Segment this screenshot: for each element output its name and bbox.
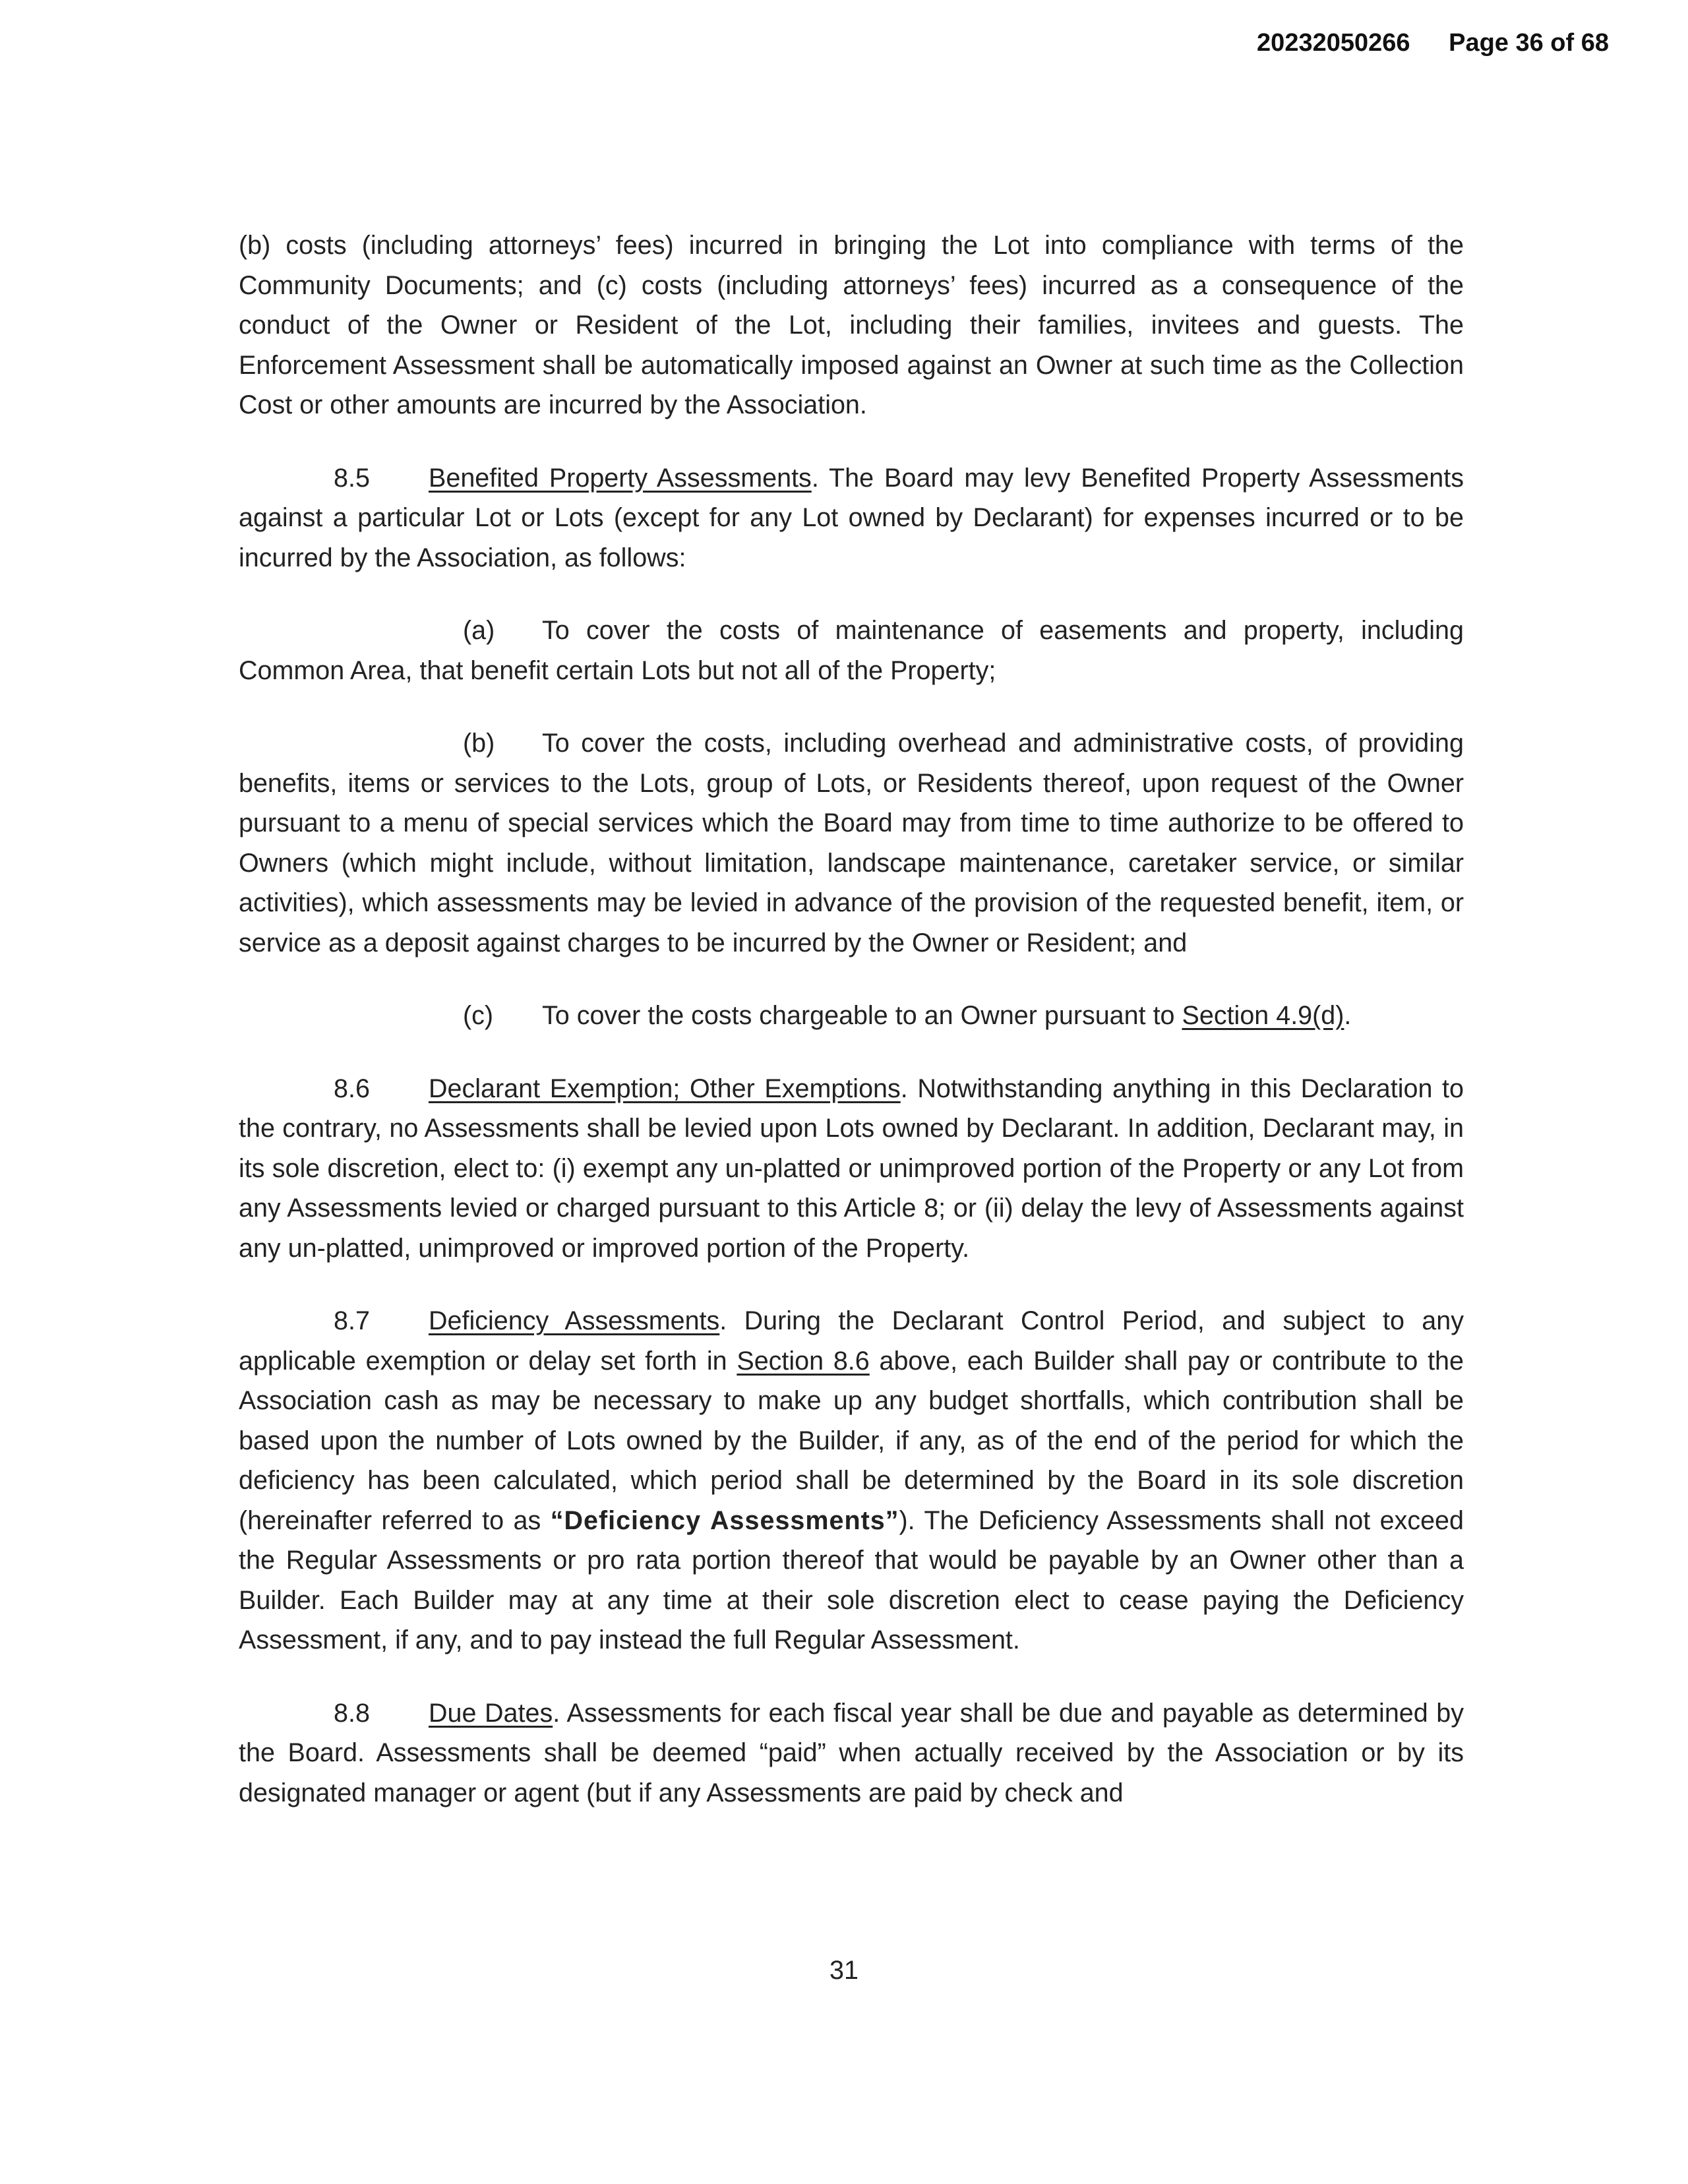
page-label: Page 36 of 68 xyxy=(1449,29,1609,57)
subsection-label: (a) xyxy=(463,616,495,645)
subsection-8-5-a xyxy=(239,611,1464,690)
section-8-8 xyxy=(239,1693,1464,1813)
document-body xyxy=(239,226,1464,1846)
document-number: 20232050266 xyxy=(1257,29,1410,57)
section-text: Assessments for each fiscal year shall be due and payable as determined by the Board. Assessments shall be deemed “paid” when actually received by the Association or by its designated manager or agent (but if any Assessments are paid by check and xyxy=(239,1698,1464,1807)
section-number: 8.5 xyxy=(334,463,370,493)
heading-punctuation: . xyxy=(811,463,819,493)
section-heading: Benefited Property Assessments xyxy=(429,463,812,493)
section-8-7 xyxy=(239,1301,1464,1660)
subsection-text-end: . xyxy=(1344,1001,1352,1030)
section-reference-link[interactable]: Section 8.6 xyxy=(737,1346,870,1376)
heading-punctuation: . xyxy=(553,1698,560,1728)
section-text: Notwithstanding anything in this Declaration to the contrary, no Assessments shall be levied upon Lots owned by Declarant. In addition, Declarant may, in its sole discretion, elect to: (i) exempt any un-platted or unimproved portion of the Property or any Lot from any Assessments levied or charged pursuant to this Article 8; or (ii) delay the levy of Assessments against any un-platted, unimproved or improved portion of the Property. xyxy=(239,1074,1464,1263)
heading-punctuation: . xyxy=(900,1074,908,1103)
heading-punctuation: . xyxy=(719,1306,727,1335)
subsection-8-5-c xyxy=(239,996,1464,1036)
subsection-label: (c) xyxy=(463,1001,494,1030)
section-text: ). The Deficiency Assessments shall not exceed the Regular Assessments or pro rata portion thereof that would be payable by an Owner other than a Builder. Each Builder may at any time at their sole discretion elect to cease paying the Deficiency Assessment, if any, and to pay instead the full Regular Assessment. xyxy=(239,1505,1464,1654)
section-text: above, each Builder shall pay or contribute to the Association cash as may be necessary to make up any budget shortfalls, which contribution shall be based upon the number of Lots owned by the Builder, if any, as of the end of the period for which the deficiency has been calculated, which period shall be determined by the Board in its sole discretion (hereinafter referred to as xyxy=(239,1346,1464,1535)
section-number: 8.7 xyxy=(334,1306,370,1335)
section-heading: Deficiency Assessments xyxy=(429,1306,720,1335)
page-number: 31 xyxy=(829,1956,859,1985)
subsection-label: (b) xyxy=(463,729,495,758)
section-text: During the Declarant Control Period, and subject to any applicable exemption or delay set forth in xyxy=(239,1306,1464,1376)
section-reference-link[interactable]: Section 4.9(d) xyxy=(1182,1001,1344,1030)
section-8-6 xyxy=(239,1069,1464,1269)
section-number: 8.8 xyxy=(334,1698,370,1728)
defined-term: “Deficiency Assessments” xyxy=(550,1505,899,1535)
subsection-text: To cover the costs of maintenance of easements and property, including Common Area, that benefit certain Lots but not all of the Property; xyxy=(239,616,1464,685)
section-text: The Board may levy Benefited Property Assessments against a particular Lot or Lots (except for any Lot owned by Declarant) for expenses incurred or to be incurred by the Association, as follows: xyxy=(239,463,1464,572)
section-8-5 xyxy=(239,458,1464,578)
section-number: 8.6 xyxy=(334,1074,370,1103)
section-heading: Due Dates xyxy=(429,1698,553,1728)
subsection-text: To cover the costs, including overhead and administrative costs, of providing benefits, items or services to the Lots, group of Lots, or Residents thereof, upon request of the Owner pursuant to a menu of special services which the Board may from time to time authorize to be offered to Owners (which might include, without limitation, landscape maintenance, caretaker service, or similar activities), which assessments may be levied in advance of the provision of the requested benefit, item, or service as a deposit against charges to be incurred by the Owner or Resident; and xyxy=(239,729,1464,957)
subsection-text: To cover the costs chargeable to an Owner pursuant to xyxy=(542,1001,1182,1030)
page-header xyxy=(1257,29,1609,57)
page-footer xyxy=(0,1956,1688,1986)
section-heading: Declarant Exemption; Other Exemptions xyxy=(429,1074,901,1103)
subsection-8-5-b xyxy=(239,723,1464,963)
intro-paragraph: (b) costs (including attorneys’ fees) incurred in bringing the Lot into compliance with terms of the Community Documents; and (c) costs (including attorneys’ fees) incurred as a consequence of the conduct of the Owner or Resident of the Lot, including their families, invitees and guests. The Enforcement Assessment shall be automatically imposed against an Owner at such time as the Collection Cost or other amounts are incurred by the Association. xyxy=(239,231,1464,419)
